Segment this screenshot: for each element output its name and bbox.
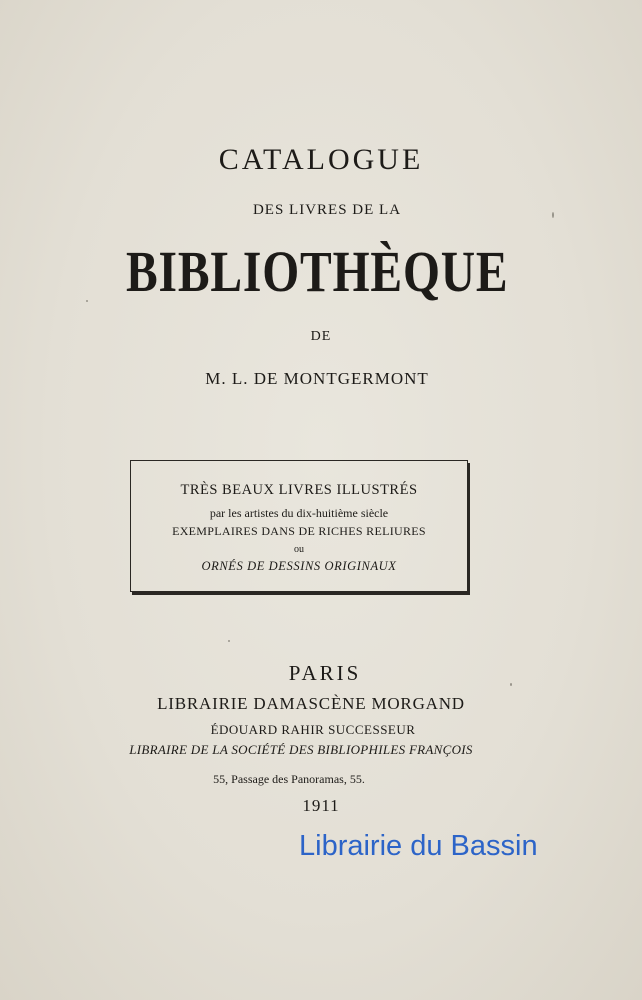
heading-de: DE: [310, 329, 332, 344]
imprint-address: 55, Passage des Panoramas, 55.: [213, 772, 365, 786]
author-name: M. L. DE MONTGERMONT: [205, 369, 429, 388]
box-line-2: par les artistes du dix-huitième siècle: [209, 506, 389, 520]
imprint-publisher: LIBRAIRIE DAMASCÈNE MORGAND: [157, 694, 465, 713]
box-line-5: ORNÉS DE DESSINS ORIGINAUX: [201, 559, 397, 573]
heading-catalogue: CATALOGUE: [218, 143, 424, 176]
paper-speck: [552, 212, 554, 218]
imprint-city: PARIS: [288, 661, 362, 685]
box-line-3: EXEMPLAIRES DANS DE RICHES RELIURES: [172, 524, 426, 538]
imprint-society: LIBRAIRE DE LA SOCIÉTÉ DES BIBLIOPHILES FRANÇOIS: [129, 742, 473, 757]
heading-des-livres: DES LIVRES DE LA: [252, 202, 402, 218]
imprint-year: 1911: [302, 796, 340, 815]
heading-bibliotheque: BIBLIOTHÈQUE: [125, 239, 509, 304]
watermark-text: Librairie du Bassin: [299, 830, 538, 862]
imprint-successor: ÉDOUARD RAHIR SUCCESSEUR: [210, 722, 416, 737]
box-line-4: ou: [294, 544, 304, 555]
box-line-1: TRÈS BEAUX LIVRES ILLUSTRÉS: [180, 482, 418, 498]
paper-speck: [86, 300, 88, 302]
paper-speck: [228, 640, 230, 642]
paper-speck: [510, 683, 512, 686]
description-box: [130, 460, 468, 592]
